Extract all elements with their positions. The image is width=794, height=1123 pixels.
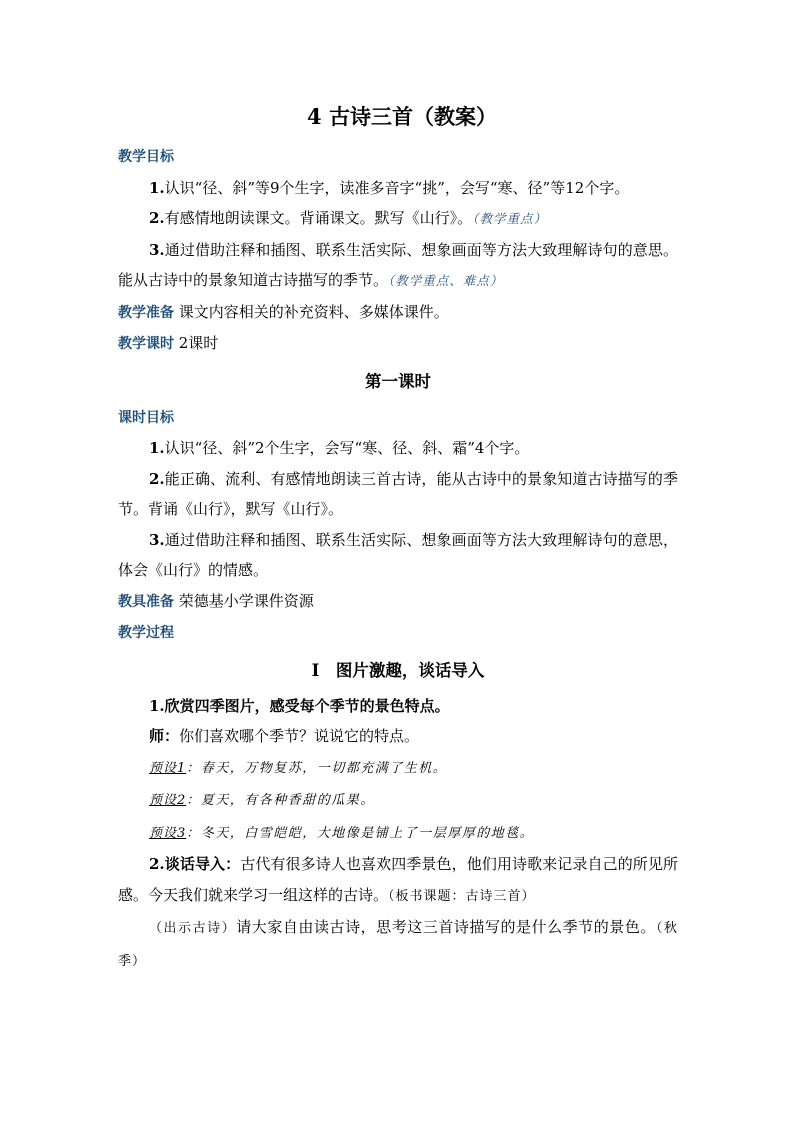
preset-text: ：春天，万物复苏，一切都充满了生机。 xyxy=(186,760,448,776)
goal-item-2 xyxy=(118,203,678,235)
show-text: 请大家自由读古诗，思考这三首诗描写的是什么季节的景色。 xyxy=(236,918,656,936)
step-text: 古代有很多诗人也喜欢四季景色，他们用诗歌来记录自己的所见所感。今天我们就来学习一组这样的古诗。 xyxy=(118,855,678,904)
preset-line-3 xyxy=(118,817,678,850)
goals-label: 教学目标 xyxy=(118,149,174,165)
lesson-goal-item-2 xyxy=(118,464,678,525)
hours-label: 教学课时 xyxy=(118,336,174,352)
lesson-goals-label: 课时目标 xyxy=(118,409,174,426)
goal-text: 通过借助注释和插图、联系生活实际、想象画面等方法大致理解诗句的意思，体会《山行》的情感。 xyxy=(118,530,678,579)
hours-row xyxy=(118,328,678,360)
prep-label: 教学准备 xyxy=(118,304,174,321)
goal-number: 1. xyxy=(149,178,165,197)
goal-note: （教学重点） xyxy=(472,211,547,226)
goal-number: 1. xyxy=(149,439,165,457)
step-note: （板书课题：古诗三首） xyxy=(388,888,536,904)
goal-number: 2. xyxy=(149,469,165,488)
process-label: 教学过程 xyxy=(118,625,174,641)
tools-row xyxy=(118,586,678,618)
hours-text: 2课时 xyxy=(174,334,219,352)
prep-text: 课文内容相关的补充资料、多媒体课件。 xyxy=(174,302,449,321)
section-heading: Ⅰ 图片激趣，谈话导入 xyxy=(311,660,485,680)
teacher-text: 你们喜欢哪个季节？说说它的特点。 xyxy=(179,727,420,745)
page-title: 4 古诗三首（教案） xyxy=(307,104,497,129)
step-2 xyxy=(118,849,678,912)
goal-number: 3. xyxy=(149,240,165,259)
preset-line-2 xyxy=(118,784,678,817)
lesson-goal-item-3 xyxy=(118,525,678,586)
section-label-goals xyxy=(118,141,678,173)
step-number: 2. xyxy=(149,855,165,873)
goal-text: 能正确、流利、有感情地朗读三首古诗，能从古诗中的景象知道古诗描写的季节。背诵《山行》，默写《山行》。 xyxy=(118,469,678,518)
goal-number: 2. xyxy=(149,209,165,227)
prep-row xyxy=(118,297,678,329)
preset-label: 预设3 xyxy=(149,825,187,841)
goal-item-1 xyxy=(118,173,678,204)
goal-text: 认识“径、斜”2个生字，会写“寒、径、斜、霜”4个字。 xyxy=(164,439,530,457)
lesson-heading: 第一课时 xyxy=(365,371,431,391)
show-note: （出示古诗） xyxy=(149,921,237,936)
lesson-goal-item-1 xyxy=(118,433,678,464)
goal-number: 3. xyxy=(149,530,165,549)
goal-item-3 xyxy=(118,235,678,297)
section-label-process xyxy=(118,617,678,649)
preset-text: ：冬天，白雪皑皑，大地像是铺上了一层厚厚的地毯。 xyxy=(186,825,535,841)
goal-text: 有感情地朗读课文。背诵课文。默写《山行》。 xyxy=(164,209,473,227)
goal-note: （教学重点、难点） xyxy=(388,273,504,288)
preset-label: 预设1 xyxy=(149,760,187,776)
answer-note: （秋季） xyxy=(118,921,678,969)
step-label: 谈话导入： xyxy=(164,855,241,873)
preset-label: 预设2 xyxy=(149,793,187,808)
preset-line-1 xyxy=(118,752,678,785)
goal-text: 通过借助注释和插图、联系生活实际、想象画面等方法大致理解诗句的意思。能从古诗中的景象知道古诗描写的季节。 xyxy=(118,240,678,289)
step-1: 1.欣赏四季图片，感受每个季节的景色特点。 xyxy=(149,696,450,715)
preset-text: ：夏天，有各种香甜的瓜果。 xyxy=(186,793,375,808)
goal-text: 认识“径、斜”等9个生字，读准多音字“挑”，会写“寒、径”等12个字。 xyxy=(164,178,630,197)
lesson-plan-page xyxy=(118,95,678,977)
teacher-label: 师： xyxy=(149,727,180,745)
teacher-line xyxy=(118,721,678,752)
section-label-lesson-goals xyxy=(118,402,678,434)
tools-label: 教具准备 xyxy=(118,593,174,610)
tools-text: 荣德基小学课件资源 xyxy=(174,591,314,610)
show-poem-line xyxy=(118,912,678,977)
